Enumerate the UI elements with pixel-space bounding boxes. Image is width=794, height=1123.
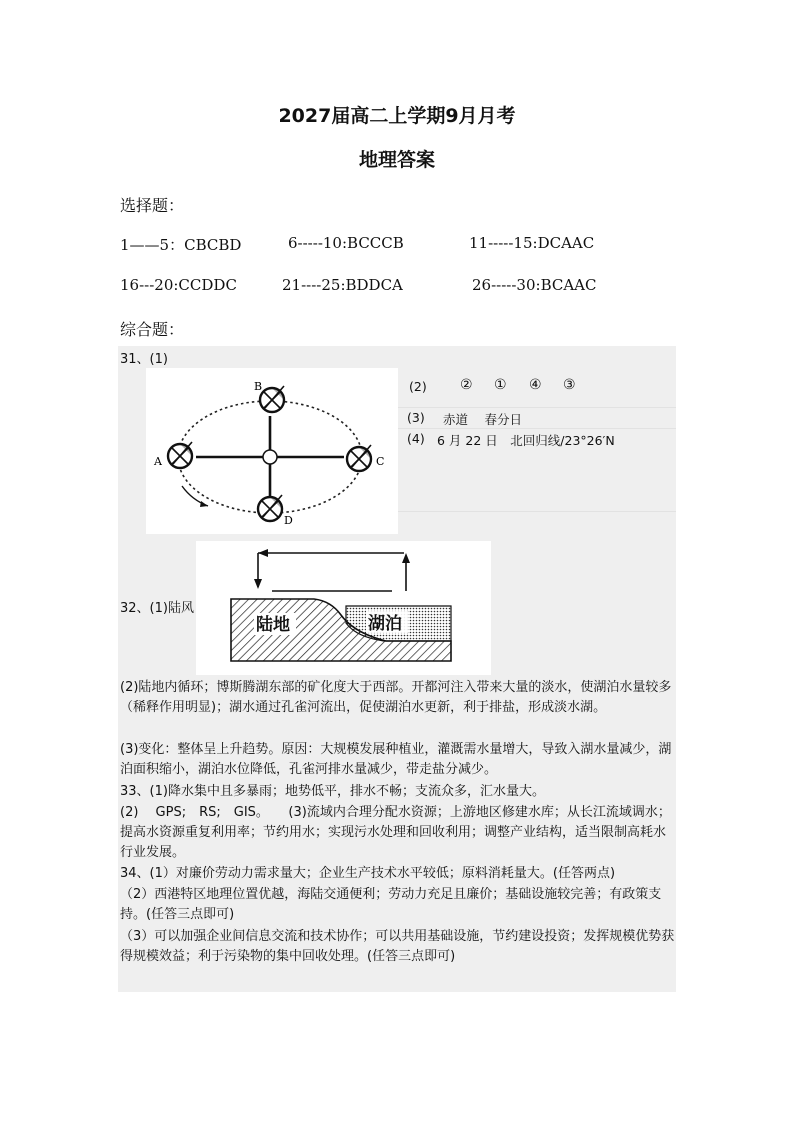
right-arrowhead-icon [402,553,410,563]
document-subtitle: 地理答案 [358,149,435,171]
choice-answer-21-25: 21----25:BDDCA [282,276,403,294]
earth-a-icon [168,442,192,468]
q31-a4-label: (4) [407,431,425,446]
q34-answer-1: 34、(1）对廉价劳动力需求量大；企业生产技术水平较低；原料消耗量大。(任答两点) [120,866,616,881]
sun-icon [263,450,277,464]
q31-a2-item-1: ② [460,377,473,393]
upper-arrowhead-icon [258,549,268,557]
q31-a3-label: (3) [407,410,425,425]
q32-diagram-panel [196,541,491,675]
choice-answer-26-30: 26-----30:BCAAC [472,276,597,294]
choice-answer-11-15: 11-----15:DCAAC [469,234,595,252]
label-c: C [376,455,385,468]
q33-answer-2-3: (2) GPS; RS; GIS。 (3)流域内合理分配水资源；上游地区修建水库；从长江流域调水；提高水资源重复利用率；节约用水；实现污水处理和回收利用；调整产业结构，适当限制高耗水行业发展。 [120,805,671,860]
q31-a2-label: (2) [409,379,427,394]
q33-answer-1: 33、(1)降水集中且多暴雨；地势低平，排水不畅；支流众多，汇水量大。 [120,784,545,799]
land-lake-breeze-diagram [196,541,491,675]
earth-d-icon [258,495,282,521]
q32-answer-2: (2)陆地内循环；博斯腾湖东部的矿化度大于西部。开都河注入带来大量的淡水，使湖泊水量较多（稀释作用明显)；湖水通过孔雀河流出，促使湖泊水更新，利于排盐，形成淡水湖。 [120,680,672,715]
label-d: D [284,514,293,527]
label-b: B [254,380,263,393]
earth-orbit-diagram [146,368,398,534]
q31-a2-item-4: ③ [563,377,576,393]
choice-answer-6-10: 6-----10:BCCCB [288,234,404,252]
q31-a2-item-3: ④ [529,377,542,393]
left-arrowhead-icon [254,579,262,589]
earth-b-icon [260,386,284,412]
q34-answer-3: （3）可以加强企业间信息交流和技术协作；可以共用基础设施，节约建设投资；发挥规模优势获得规模效益；利于污染物的集中回收处理。(任答三点即可) [120,929,675,964]
q31-label: 31、(1) [120,352,168,367]
q31-a4-text: 6 月 22 日 北回归线/23°26′N [437,433,615,448]
lake-label: 湖泊 [368,614,402,634]
q34-answer-2: （2）西港特区地理位置优越，海陆交通便利；劳动力充足且廉价；基础设施较完善；有政策支持。(任答三点即可) [120,887,662,922]
q31-a3-text: 赤道 春分日 [443,412,522,427]
q32-answer-3: (3)变化：整体呈上升趋势。原因：大规模发展种植业，灌溉需水量增大，导致入湖水量减少，湖泊面积缩小，湖泊水位降低，孔雀河排水量减少，带走盐分减少。 [120,742,672,777]
land-label: 陆地 [256,615,290,635]
arrowhead-icon [200,501,208,507]
choice-answer-16-20: 16---20:CCDDC [120,276,237,294]
q32-label: 32、(1)陆风 [120,601,194,616]
q31-a2-item-2: ① [494,377,507,393]
label-a: A [154,455,162,468]
q31-diagram-panel [146,368,398,534]
earth-c-icon [347,445,371,471]
synth-heading: 综合题： [120,320,185,339]
choice-heading: 选择题： [120,196,185,215]
choice-answer-1-5: 1——5：CBCBD [120,236,242,254]
document-title: 2027届高二上学期9月月考 [278,105,516,127]
